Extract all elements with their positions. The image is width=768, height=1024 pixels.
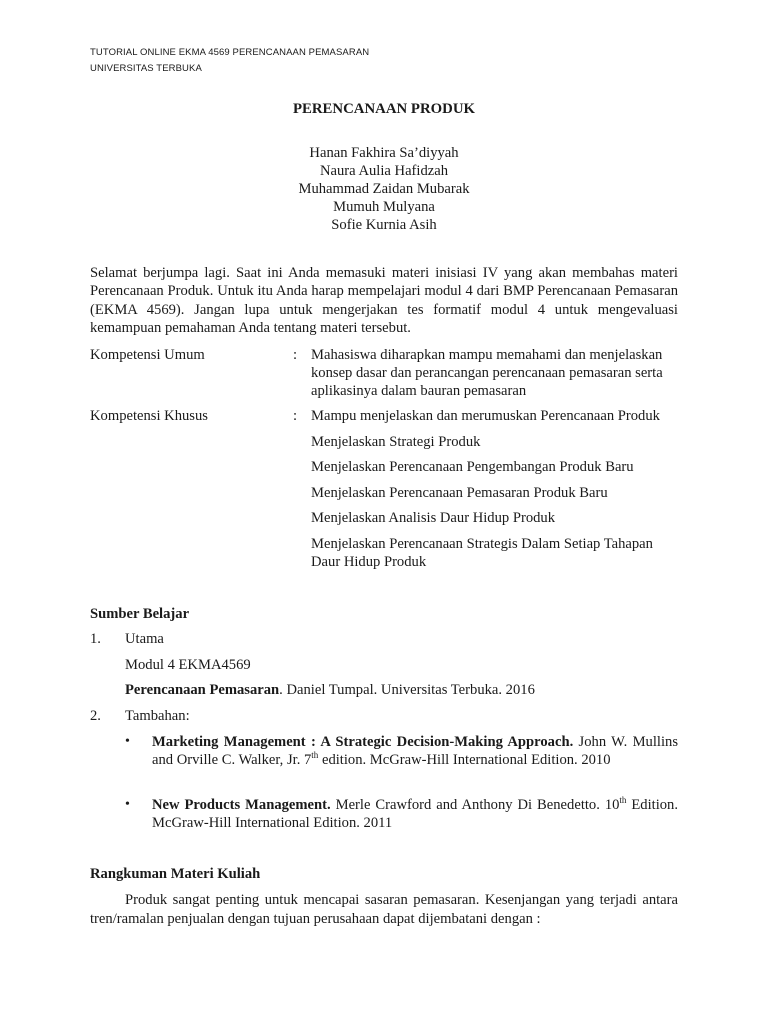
reference-title: Marketing Management : A Strategic Decision-Making Approach. xyxy=(152,734,574,750)
kompetensi-khusus-item: Mampu menjelaskan dan merumuskan Perencanaan Produk xyxy=(311,408,660,424)
author-name: Hanan Fakhira Sa’diyyah xyxy=(309,145,459,161)
kompetensi-umum-label: Kompetensi Umum xyxy=(90,347,205,363)
book-details: . Daniel Tumpal. Universitas Terbuka. 2016 xyxy=(279,682,535,698)
bullet-icon: • xyxy=(125,797,130,812)
author-list xyxy=(0,144,768,234)
superscript: th xyxy=(311,750,319,761)
author-name: Sofie Kurnia Asih xyxy=(331,217,437,233)
kompetensi-khusus-item: Menjelaskan Analisis Daur Hidup Produk xyxy=(311,510,556,526)
reference-authors: John W. Mullins and Orville C. Walker, Jr. 7 xyxy=(152,734,678,769)
book-title: Perencanaan Pemasaran xyxy=(125,682,280,698)
superscript: th xyxy=(619,795,627,806)
document-title: PERENCANAAN PRODUK xyxy=(292,101,476,117)
kompetensi-khusus-item: Menjelaskan Perencanaan Pengembangan Produk Baru xyxy=(311,459,634,475)
colon: : xyxy=(293,347,298,363)
author-name: Mumuh Mulyana xyxy=(333,199,435,215)
colon: : xyxy=(293,408,298,424)
kompetensi-khusus-label: Kompetensi Khusus xyxy=(90,408,208,424)
sumber-tambahan-label: Tambahan: xyxy=(125,708,190,724)
reference-details: edition. McGraw-Hill International Edition. 2010 xyxy=(318,752,611,769)
kompetensi-khusus-item: Menjelaskan Perencanaan Strategis Dalam Setiap Tahapan Daur Hidup Produk xyxy=(311,536,653,570)
reference-details: Edition. McGraw-Hill International Edition. 2011 xyxy=(152,797,679,832)
reference-title: New Products Management. xyxy=(152,797,331,813)
list-number: 2. xyxy=(90,708,101,724)
author-name: Naura Aulia Hafidzah xyxy=(319,163,449,179)
reference-item xyxy=(152,733,678,769)
header-course-line: TUTORIAL ONLINE EKMA 4569 PERENCANAAN PEMASARAN xyxy=(90,47,370,58)
kompetensi-khusus-item: Menjelaskan Strategi Produk xyxy=(311,434,481,450)
header-university-line: UNIVERSITAS TERBUKA xyxy=(90,62,202,74)
kompetensi-umum-value: Mahasiswa diharapkan mampu memahami dan menjelaskan konsep dasar dan perancangan perencanaan pemasaran serta aplikasinya dalam bauran pemasaran xyxy=(311,347,663,399)
list-number: 1. xyxy=(90,631,101,647)
sumber-utama-modul: Modul 4 EKMA4569 xyxy=(125,657,251,673)
rangkuman-paragraph: Produk sangat penting untuk mencapai sasaran pemasaran. Kesenjangan yang terjadi antara tren/ramalan penjualan dengan tujuan perusahaan dapat dijembatani dengan : xyxy=(90,892,678,927)
author-name: Muhammad Zaidan Mubarak xyxy=(298,181,470,197)
rangkuman-heading: Rangkuman Materi Kuliah xyxy=(90,866,261,882)
kompetensi-khusus-item: Menjelaskan Perencanaan Pemasaran Produk Baru xyxy=(311,485,608,501)
bullet-icon: • xyxy=(125,734,130,749)
reference-item xyxy=(152,796,678,832)
sumber-utama-label: Utama xyxy=(125,631,164,647)
reference-authors: Merle Crawford and Anthony Di Benedetto. 10 xyxy=(330,797,620,813)
document-header xyxy=(90,45,369,76)
sumber-utama-book xyxy=(125,681,535,699)
intro-paragraph: Selamat berjumpa lagi. Saat ini Anda memasuki materi inisiasi IV yang akan membahas materi Perencanaan Produk. Untuk itu Anda harap mempelajari modul 4 dari BMP Perencanaan Pemasaran (EKMA 4569). Jangan lupa untuk mengerjakan tes formatif modul 4 untuk mengevaluasi kemampuan pemahaman Anda tentang materi tersebut. xyxy=(90,265,678,336)
sumber-belajar-heading: Sumber Belajar xyxy=(90,606,190,622)
